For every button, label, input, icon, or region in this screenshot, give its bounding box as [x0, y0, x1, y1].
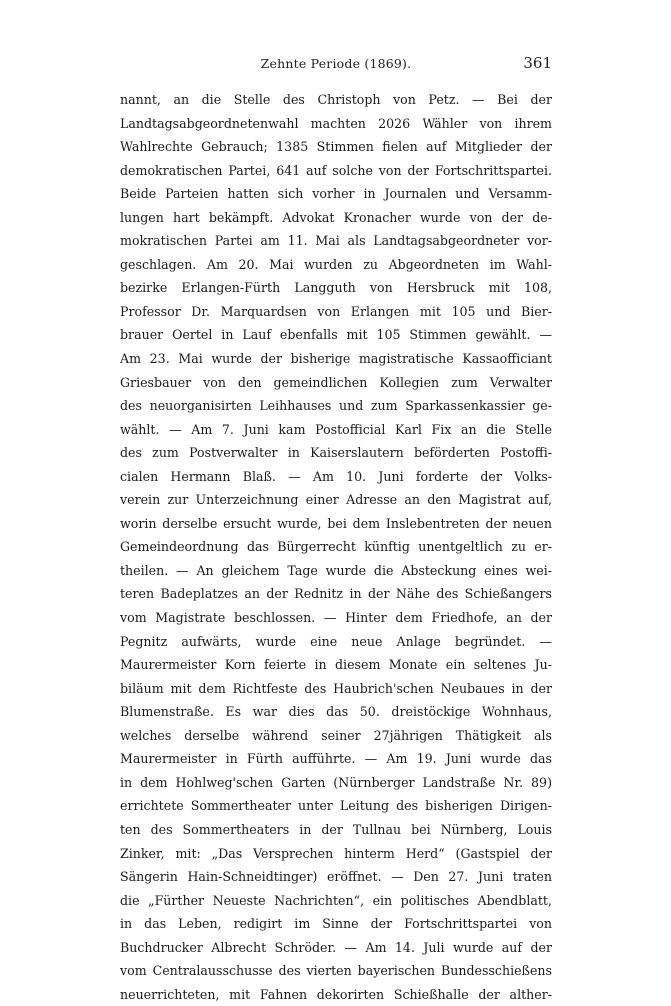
text-line: worin derselbe ersucht wurde, bei dem Inslebentreten der neuen — [120, 515, 552, 531]
text-line: Landtagsabgeordnetenwahl machten 2026 Wähler von ihrem — [120, 115, 552, 131]
page-number: 361 — [523, 54, 552, 72]
text-line: Maurermeister Korn feierte in diesem Monate ein seltenes Ju- — [120, 657, 552, 673]
text-line: Gemeindeordnung das Bürgerrecht künftig unentgeltlich zu er- — [120, 539, 552, 555]
text-line: geschlagen. Am 20. Mai wurden zu Abgeordneten im Wahl- — [120, 256, 552, 272]
text-line: lungen hart bekämpft. Advokat Kronacher wurde von der de- — [120, 209, 552, 225]
text-line: bezirke Erlangen-Fürth Langguth von Hersbruck mit 108, — [120, 280, 552, 296]
text-line: in dem Hohlweg'schen Garten (Nürnberger Landstraße Nr. 89) — [120, 774, 552, 790]
text-line: Sängerin Hain-Schneidtinger) eröffnet. — Den 27. Juni traten — [120, 869, 552, 885]
text-line: Maurermeister in Fürth aufführte. — Am 19. Juni wurde das — [120, 751, 552, 767]
text-line: errichtete Sommertheater unter Leitung des bisherigen Dirigen- — [120, 798, 552, 814]
text-line: welches derselbe während seiner 27jährigen Thätigkeit als — [120, 727, 552, 743]
text-line: Wahlrechte Gebrauch; 1385 Stimmen fielen auf Mitglieder der — [120, 139, 552, 155]
text-line: Blumenstraße. Es war dies das 50. dreistöckige Wohnhaus, — [120, 704, 552, 720]
text-line: Professor Dr. Marquardsen von Erlangen mit 105 und Bier- — [120, 303, 552, 319]
text-line: verein zur Unterzeichnung einer Adresse an den Magistrat auf, — [120, 492, 552, 508]
text-line: neuerrichteten, mit Fahnen dekorirten Schießhalle der alther- — [120, 986, 552, 1002]
body-text — [120, 88, 552, 1006]
text-line: vom Centralausschusse des vierten bayerischen Bundesschießens — [120, 963, 552, 979]
text-line: theilen. — An gleichem Tage wurde die Absteckung eines wei- — [120, 562, 552, 578]
text-line: des zum Postverwalter in Kaiserslautern beförderten Postoffi- — [120, 445, 552, 461]
text-line: Griesbauer von den gemeindlichen Kollegien zum Verwalter — [120, 374, 552, 390]
text-line: des neuorganisirten Leihhauses und zum Sparkassenkassier ge- — [120, 398, 552, 414]
running-head — [120, 54, 552, 76]
text-line: biläum mit dem Richtfeste des Haubrich'schen Neubaues in der — [120, 680, 552, 696]
text-line: Zinker, mit: „Das Versprechen hinterm Herd“ (Gastspiel der — [120, 845, 552, 861]
text-line: demokratischen Partei, 641 auf solche von der Fortschrittspartei. — [120, 162, 552, 178]
text-line: vom Magistrate beschlossen. — Hinter dem Friedhofe, an der — [120, 610, 552, 626]
text-line: Buchdrucker Albrecht Schröder. — Am 14. Juli wurde auf der — [120, 939, 552, 955]
text-line: die „Fürther Neueste Nachrichten“, ein politisches Abendblatt, — [120, 892, 552, 908]
text-line: ten des Sommertheaters in der Tullnau bei Nürnberg, Louis — [120, 821, 552, 837]
running-title: Zehnte Periode (1869). — [260, 56, 412, 71]
text-line: nannt, an die Stelle des Christoph von Petz. — Bei der — [120, 92, 552, 107]
text-line: Beide Parteien hatten sich vorher in Journalen und Versamm- — [120, 186, 552, 202]
text-line: Pegnitz aufwärts, wurde eine neue Anlage begründet. — — [120, 633, 552, 649]
text-line: mokratischen Partei am 11. Mai als Landtagsabgeordneter vor- — [120, 233, 552, 249]
text-line: cialen Hermann Blaß. — Am 10. Juni forderte der Volks- — [120, 468, 552, 484]
text-line: wählt. — Am 7. Juni kam Postofficial Karl Fix an die Stelle — [120, 421, 552, 437]
text-line: in das Leben, redigirt im Sinne der Fortschrittspartei von — [120, 916, 552, 932]
text-line: Am 23. Mai wurde der bisherige magistratische Kassaofficiant — [120, 351, 552, 367]
text-line: brauer Oertel in Lauf ebenfalls mit 105 Stimmen gewählt. — — [120, 327, 552, 343]
text-line: teren Badeplatzes an der Rednitz in der Nähe des Schießangers — [120, 586, 552, 602]
